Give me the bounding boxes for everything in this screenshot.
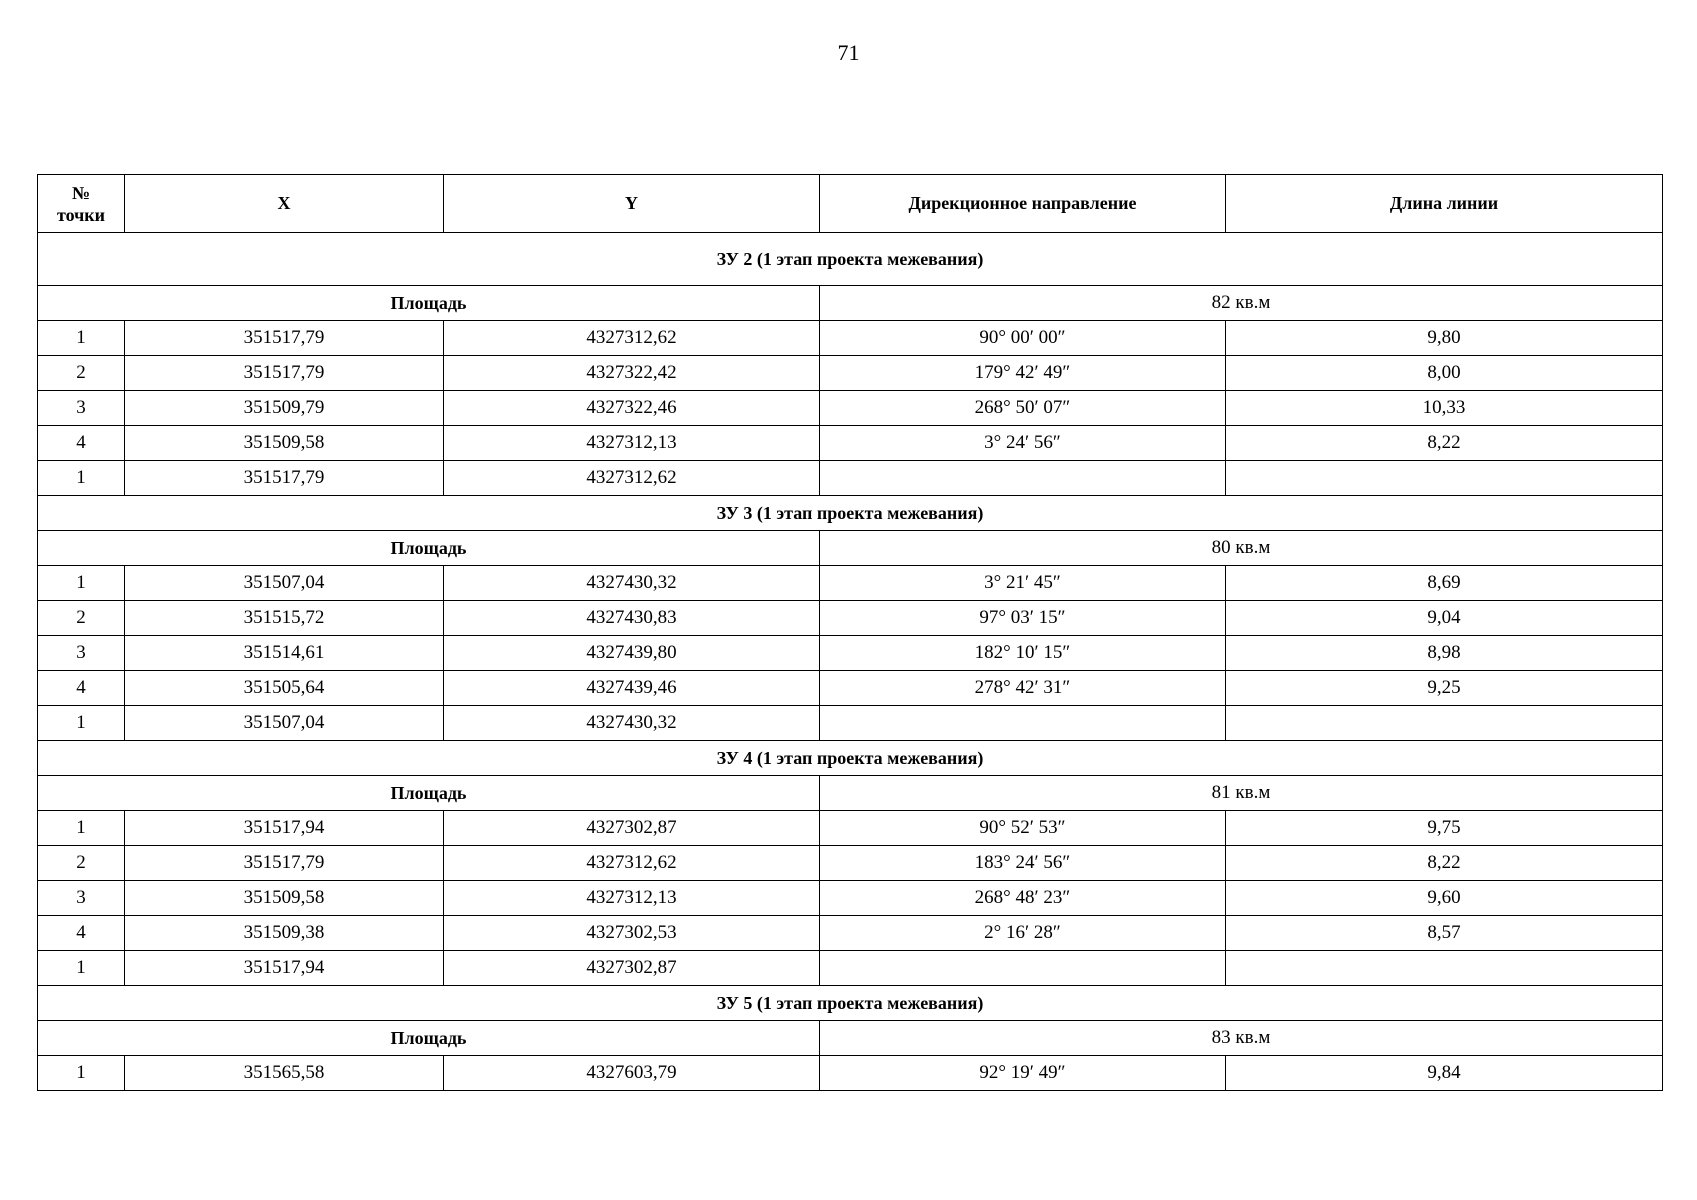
length-cell: 9,84: [1226, 1056, 1663, 1091]
point-number-cell: 1: [38, 811, 125, 846]
area-label: Площадь: [38, 531, 820, 566]
table-row: [38, 1056, 1663, 1091]
y-coordinate-cell: 4327312,62: [444, 846, 820, 881]
direction-cell: 3° 24′ 56″: [820, 426, 1226, 461]
section-title-row: [38, 986, 1663, 1021]
table-row: [38, 356, 1663, 391]
x-coordinate-cell: 351509,79: [125, 391, 444, 426]
length-cell: 8,98: [1226, 636, 1663, 671]
direction-cell: 278° 42′ 31″: [820, 671, 1226, 706]
x-coordinate-cell: 351509,58: [125, 426, 444, 461]
table-row: [38, 706, 1663, 741]
point-number-cell: 1: [38, 951, 125, 986]
point-number-cell: 3: [38, 636, 125, 671]
x-coordinate-cell: 351517,79: [125, 321, 444, 356]
length-cell: 9,75: [1226, 811, 1663, 846]
point-number-cell: 2: [38, 846, 125, 881]
x-coordinate-cell: 351505,64: [125, 671, 444, 706]
header-y: Y: [444, 175, 820, 233]
length-cell: 9,80: [1226, 321, 1663, 356]
table-row: [38, 601, 1663, 636]
point-number-cell: 1: [38, 566, 125, 601]
table-row: [38, 426, 1663, 461]
coordinates-table: [37, 174, 1663, 1091]
x-coordinate-cell: 351517,79: [125, 461, 444, 496]
point-number-cell: 2: [38, 601, 125, 636]
y-coordinate-cell: 4327439,80: [444, 636, 820, 671]
direction-cell: 2° 16′ 28″: [820, 916, 1226, 951]
y-coordinate-cell: 4327312,13: [444, 881, 820, 916]
direction-cell: 90° 52′ 53″: [820, 811, 1226, 846]
section-title-row: [38, 496, 1663, 531]
point-number-cell: 4: [38, 671, 125, 706]
length-cell: 8,22: [1226, 846, 1663, 881]
header-num-symbol: №: [71, 182, 91, 203]
y-coordinate-cell: 4327312,62: [444, 461, 820, 496]
length-cell: [1226, 706, 1663, 741]
x-coordinate-cell: 351509,38: [125, 916, 444, 951]
y-coordinate-cell: 4327439,46: [444, 671, 820, 706]
table-row: [38, 951, 1663, 986]
header-point-number: [38, 175, 125, 233]
x-coordinate-cell: 351517,79: [125, 846, 444, 881]
area-value: 83 кв.м: [820, 1021, 1663, 1056]
area-row: [38, 531, 1663, 566]
y-coordinate-cell: 4327302,53: [444, 916, 820, 951]
length-cell: 10,33: [1226, 391, 1663, 426]
point-number-cell: 4: [38, 426, 125, 461]
direction-cell: 182° 10′ 15″: [820, 636, 1226, 671]
direction-cell: 90° 00′ 00″: [820, 321, 1226, 356]
y-coordinate-cell: 4327302,87: [444, 811, 820, 846]
y-coordinate-cell: 4327322,42: [444, 356, 820, 391]
header-row: [38, 175, 1663, 233]
x-coordinate-cell: 351507,04: [125, 706, 444, 741]
direction-cell: 268° 48′ 23″: [820, 881, 1226, 916]
table-row: [38, 321, 1663, 356]
header-direction: Дирекционное направление: [820, 175, 1226, 233]
length-cell: 9,25: [1226, 671, 1663, 706]
length-cell: 9,04: [1226, 601, 1663, 636]
area-row: [38, 1021, 1663, 1056]
area-value: 80 кв.м: [820, 531, 1663, 566]
section-title: ЗУ 3 (1 этап проекта межевания): [38, 496, 1663, 531]
length-cell: 8,00: [1226, 356, 1663, 391]
area-label: Площадь: [38, 286, 820, 321]
table-row: [38, 846, 1663, 881]
area-value: 81 кв.м: [820, 776, 1663, 811]
area-row: [38, 286, 1663, 321]
point-number-cell: 1: [38, 706, 125, 741]
length-cell: 8,69: [1226, 566, 1663, 601]
x-coordinate-cell: 351517,79: [125, 356, 444, 391]
table-row: [38, 916, 1663, 951]
section-title: ЗУ 5 (1 этап проекта межевания): [38, 986, 1663, 1021]
table-row: [38, 811, 1663, 846]
header-length: Длина линии: [1226, 175, 1663, 233]
area-value: 82 кв.м: [820, 286, 1663, 321]
header-num-label: точки: [56, 204, 106, 225]
point-number-cell: 1: [38, 461, 125, 496]
area-label: Площадь: [38, 776, 820, 811]
x-coordinate-cell: 351507,04: [125, 566, 444, 601]
table-row: [38, 391, 1663, 426]
length-cell: 9,60: [1226, 881, 1663, 916]
direction-cell: 268° 50′ 07″: [820, 391, 1226, 426]
y-coordinate-cell: 4327603,79: [444, 1056, 820, 1091]
table-row: [38, 636, 1663, 671]
table-row: [38, 881, 1663, 916]
direction-cell: [820, 951, 1226, 986]
point-number-cell: 1: [38, 321, 125, 356]
y-coordinate-cell: 4327322,46: [444, 391, 820, 426]
x-coordinate-cell: 351517,94: [125, 951, 444, 986]
point-number-cell: 1: [38, 1056, 125, 1091]
y-coordinate-cell: 4327430,32: [444, 566, 820, 601]
header-x: X: [125, 175, 444, 233]
direction-cell: 183° 24′ 56″: [820, 846, 1226, 881]
point-number-cell: 4: [38, 916, 125, 951]
section-title: ЗУ 4 (1 этап проекта межевания): [38, 741, 1663, 776]
length-cell: 8,57: [1226, 916, 1663, 951]
page-number: 71: [837, 40, 860, 65]
point-number-cell: 3: [38, 391, 125, 426]
length-cell: [1226, 951, 1663, 986]
direction-cell: 179° 42′ 49″: [820, 356, 1226, 391]
direction-cell: 3° 21′ 45″: [820, 566, 1226, 601]
length-cell: [1226, 461, 1663, 496]
direction-cell: [820, 706, 1226, 741]
area-label: Площадь: [38, 1021, 820, 1056]
y-coordinate-cell: 4327430,83: [444, 601, 820, 636]
y-coordinate-cell: 4327312,62: [444, 321, 820, 356]
y-coordinate-cell: 4327302,87: [444, 951, 820, 986]
x-coordinate-cell: 351515,72: [125, 601, 444, 636]
x-coordinate-cell: 351514,61: [125, 636, 444, 671]
x-coordinate-cell: 351509,58: [125, 881, 444, 916]
table-body: [38, 233, 1663, 1091]
x-coordinate-cell: 351517,94: [125, 811, 444, 846]
area-row: [38, 776, 1663, 811]
x-coordinate-cell: 351565,58: [125, 1056, 444, 1091]
table-row: [38, 461, 1663, 496]
table-row: [38, 671, 1663, 706]
y-coordinate-cell: 4327430,32: [444, 706, 820, 741]
direction-cell: [820, 461, 1226, 496]
point-number-cell: 2: [38, 356, 125, 391]
section-title-row: [38, 233, 1663, 286]
section-title: ЗУ 2 (1 этап проекта межевания): [38, 233, 1663, 286]
length-cell: 8,22: [1226, 426, 1663, 461]
direction-cell: 92° 19′ 49″: [820, 1056, 1226, 1091]
point-number-cell: 3: [38, 881, 125, 916]
table-row: [38, 566, 1663, 601]
section-title-row: [38, 741, 1663, 776]
direction-cell: 97° 03′ 15″: [820, 601, 1226, 636]
y-coordinate-cell: 4327312,13: [444, 426, 820, 461]
